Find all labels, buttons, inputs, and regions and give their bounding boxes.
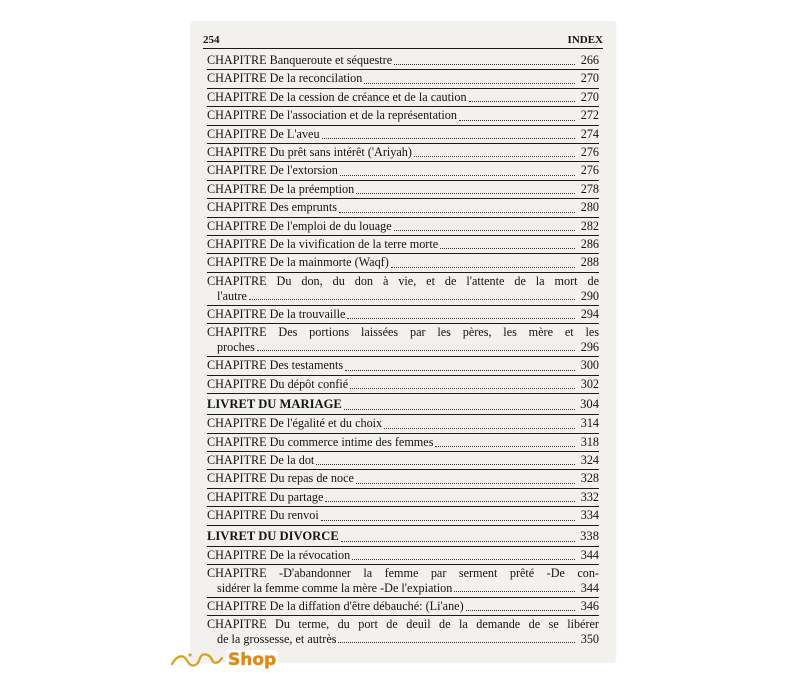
toc-entry: CHAPITRE Banqueroute et séquestre 266 [207, 53, 599, 67]
toc-entry: CHAPITRE De la révocation 344 [207, 546, 599, 564]
livret-heading: LIVRET DU MARIAGE 304 [207, 393, 599, 414]
toc-entry: CHAPITRE De la cession de créance et de la caution 270 [207, 88, 599, 106]
toc-entry: CHAPITRE De la reconcilation 270 [207, 69, 599, 87]
toc-entry: CHAPITRE De la trouvaille 294 [207, 305, 599, 323]
toc-entry: CHAPITRE Du dépôt confié 302 [207, 375, 599, 393]
toc-entry: CHAPITRE De l'égalité et du choix 314 [207, 414, 599, 432]
section-title: INDEX [567, 34, 603, 46]
toc-entry: CHAPITRE De la préemption 278 [207, 180, 599, 198]
toc-entry: CHAPITRE De la dot 324 [207, 451, 599, 469]
toc-entry: CHAPITRE De l'extorsion 276 [207, 161, 599, 179]
shop-logo [170, 650, 278, 670]
toc-entry: CHAPITRE Du terme, du port de deuil de la demande de se libérer de la grossesse, et autrès 350 [207, 617, 599, 647]
toc-entry: CHAPITRE De l'association et de la représentation 272 [207, 106, 599, 124]
toc-entry: CHAPITRE Du renvoi 334 [207, 506, 599, 524]
toc-entry: CHAPITRE De l'emploi de du louage 282 [207, 217, 599, 235]
toc-entry: CHAPITRE -D'abandonner la femme par serment prêté -De con- sidérer la femme comme la mère -De l'expiation 344 [207, 565, 599, 595]
toc-entry: CHAPITRE Du partage 332 [207, 488, 599, 506]
page-header [203, 32, 603, 49]
toc-entry: CHAPITRE Des portions laissées par les pères, les mère et les proches 296 [207, 325, 599, 355]
toc-entry: CHAPITRE De L'aveu 274 [207, 125, 599, 143]
toc-entry: CHAPITRE Des testaments 300 [207, 356, 599, 374]
toc-entry: CHAPITRE De la vivification de la terre morte 286 [207, 235, 599, 253]
table-of-contents [207, 52, 599, 648]
swirl-logo-icon [170, 650, 224, 670]
page-number: 254 [203, 34, 220, 46]
toc-entry: CHAPITRE Du prêt sans intérêt ('Ariyah) 276 [207, 143, 599, 161]
book-page [191, 22, 615, 662]
toc-entry: CHAPITRE De la diffation d'être débauché: (Li'ane) 346 [207, 597, 599, 615]
toc-entry: CHAPITRE Du commerce intime des femmes 318 [207, 433, 599, 451]
toc-entry: CHAPITRE Du repas de noce 328 [207, 469, 599, 487]
logo-text: Shop [228, 650, 277, 670]
toc-entry: CHAPITRE Du don, du don à vie, et de l'attente de la mort de l'autre 290 [207, 273, 599, 303]
toc-entry: CHAPITRE De la mainmorte (Waqf) 288 [207, 253, 599, 271]
livret-heading: LIVRET DU DIVORCE 338 [207, 525, 599, 546]
toc-entry: CHAPITRE Des emprunts 280 [207, 198, 599, 216]
